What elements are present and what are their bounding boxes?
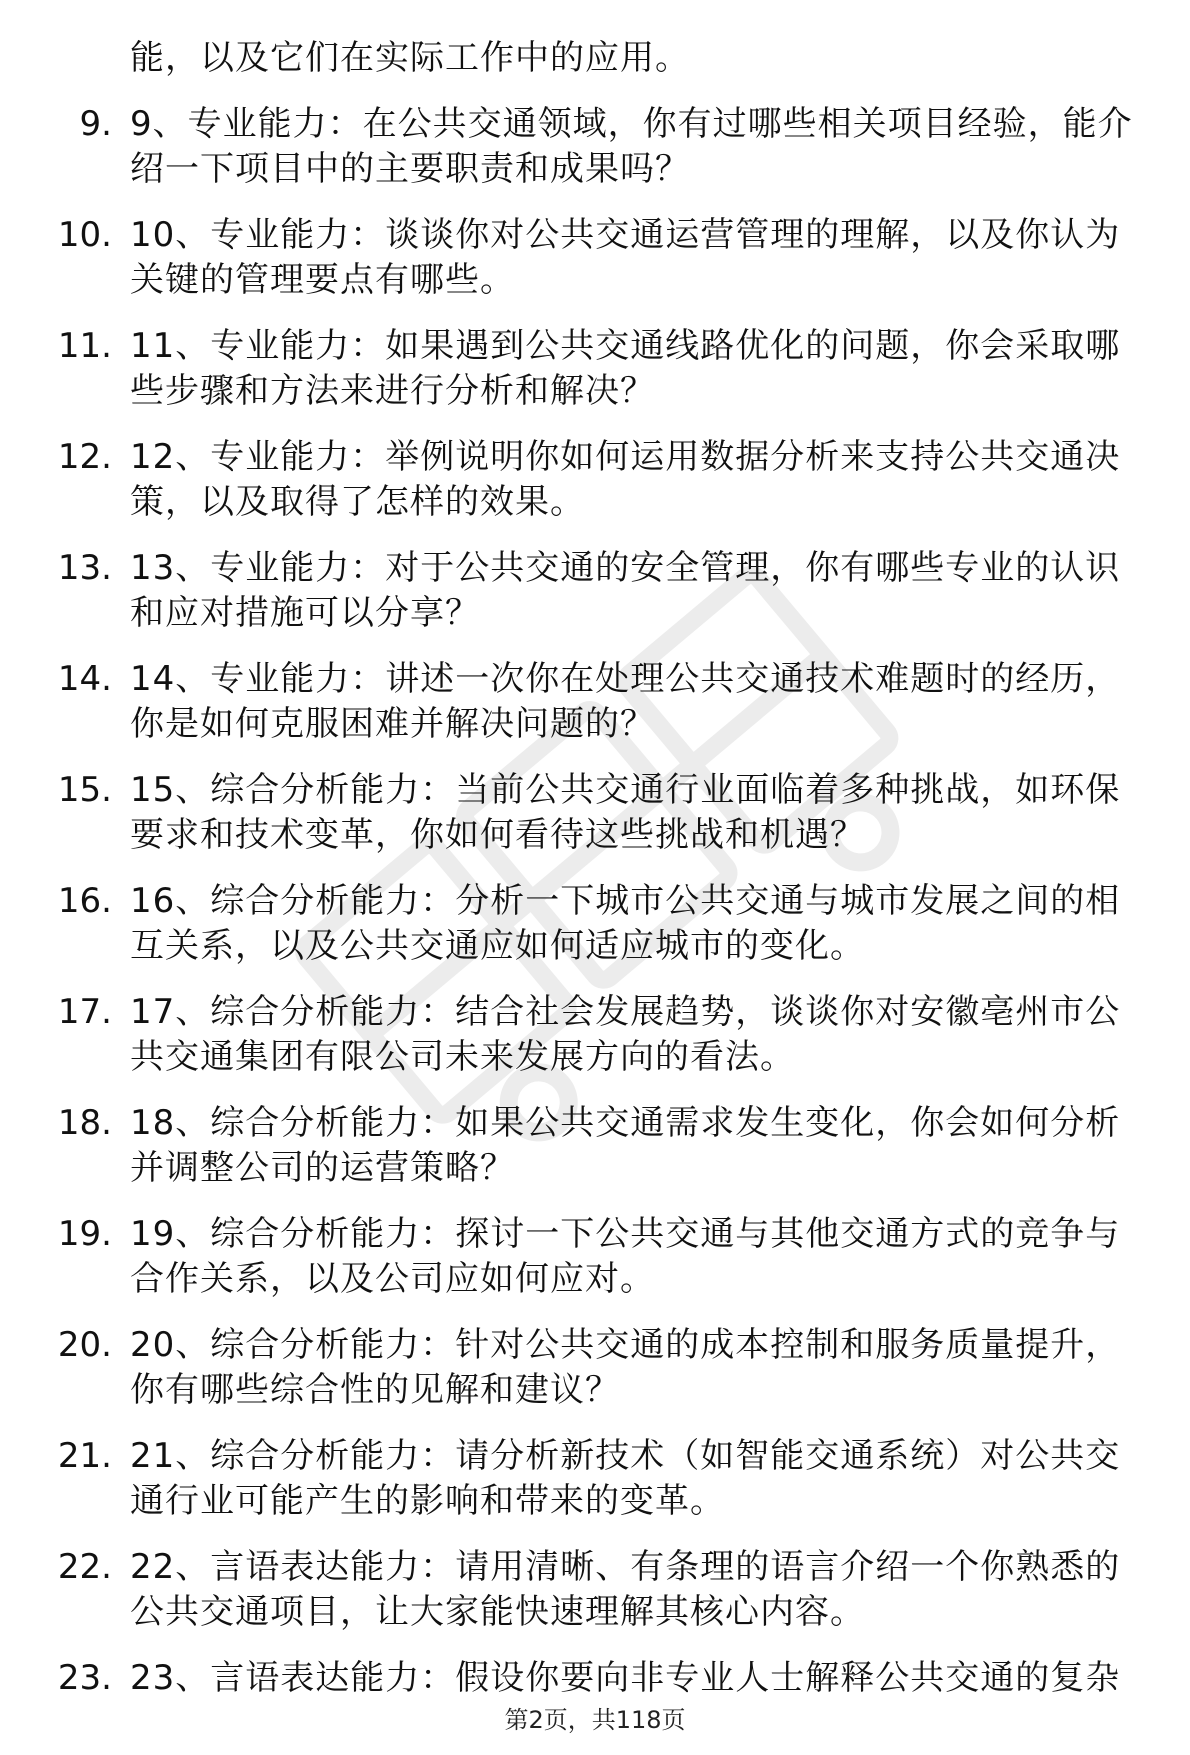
list-item xyxy=(0,1656,1190,1701)
item-number: 14. xyxy=(57,659,112,699)
list-item xyxy=(0,879,1190,969)
continuation-text: 能，以及它们在实际工作中的应用。 xyxy=(130,38,690,78)
item-text: 13、专业能力：对于公共交通的安全管理，你有哪些专业的认识和应对措施可以分享？ xyxy=(130,548,1121,633)
item-number: 21. xyxy=(57,1436,112,1476)
item-text: 11、专业能力：如果遇到公共交通线路优化的问题，你会采取哪些步骤和方法来进行分析和解决？ xyxy=(130,326,1121,411)
item-number: 18. xyxy=(57,1103,112,1143)
list-item xyxy=(0,768,1190,858)
item-text: 14、专业能力：讲述一次你在处理公共交通技术难题时的经历，你是如何克服困难并解决问题的？ xyxy=(130,659,1121,744)
item-number: 16. xyxy=(57,881,112,921)
item-number: 17. xyxy=(57,992,112,1032)
page-footer: 第2页，共118页 xyxy=(504,1706,686,1734)
item-number: 12. xyxy=(57,437,112,477)
question-list xyxy=(0,36,1190,1701)
list-item xyxy=(0,1545,1190,1635)
item-text: 22、言语表达能力：请用清晰、有条理的语言介绍一个你熟悉的公共交通项目，让大家能快速理解其核心内容。 xyxy=(130,1547,1121,1632)
item-text: 18、综合分析能力：如果公共交通需求发生变化，你会如何分析并调整公司的运营策略？ xyxy=(130,1103,1121,1188)
item-number: 9. xyxy=(79,104,112,144)
list-item xyxy=(0,1101,1190,1191)
item-number: 13. xyxy=(57,548,112,588)
list-item xyxy=(0,657,1190,747)
item-text: 15、综合分析能力：当前公共交通行业面临着多种挑战，如环保要求和技术变革，你如何看待这些挑战和机遇？ xyxy=(130,770,1121,855)
list-item xyxy=(0,102,1190,192)
list-item xyxy=(0,990,1190,1080)
item-text: 23、言语表达能力：假设你要向非专业人士解释公共交通的复杂 xyxy=(130,1658,1121,1698)
list-item xyxy=(0,546,1190,636)
item-text: 10、专业能力：谈谈你对公共交通运营管理的理解，以及你认为关键的管理要点有哪些。 xyxy=(130,215,1121,300)
list-item xyxy=(0,213,1190,303)
item-number: 22. xyxy=(57,1547,112,1587)
item-text: 20、综合分析能力：针对公共交通的成本控制和服务质量提升，你有哪些综合性的见解和建议？ xyxy=(130,1325,1121,1410)
item-number: 19. xyxy=(57,1214,112,1254)
item-text: 9、专业能力：在公共交通领域，你有过哪些相关项目经验，能介绍一下项目中的主要职责和成果吗？ xyxy=(130,104,1133,189)
item-text: 12、专业能力：举例说明你如何运用数据分析来支持公共交通决策，以及取得了怎样的效果。 xyxy=(130,437,1121,522)
item-text: 19、综合分析能力：探讨一下公共交通与其他交通方式的竞争与合作关系，以及公司应如何应对。 xyxy=(130,1214,1121,1299)
item-text: 17、综合分析能力：结合社会发展趋势，谈谈你对安徽亳州市公共交通集团有限公司未来发展方向的看法。 xyxy=(130,992,1121,1077)
item-number: 20. xyxy=(57,1325,112,1365)
item-text: 16、综合分析能力：分析一下城市公共交通与城市发展之间的相互关系，以及公共交通应如何适应城市的变化。 xyxy=(130,881,1121,966)
item-number: 10. xyxy=(57,215,112,255)
list-item xyxy=(0,324,1190,414)
item-number: 23. xyxy=(57,1658,112,1698)
item-number: 15. xyxy=(57,770,112,810)
item-number: 11. xyxy=(57,326,112,366)
list-item xyxy=(0,1434,1190,1524)
list-item xyxy=(0,1212,1190,1302)
list-item xyxy=(0,435,1190,525)
list-item xyxy=(0,1323,1190,1413)
item-text: 21、综合分析能力：请分析新技术（如智能交通系统）对公共交通行业可能产生的影响和带来的变革。 xyxy=(130,1436,1121,1521)
